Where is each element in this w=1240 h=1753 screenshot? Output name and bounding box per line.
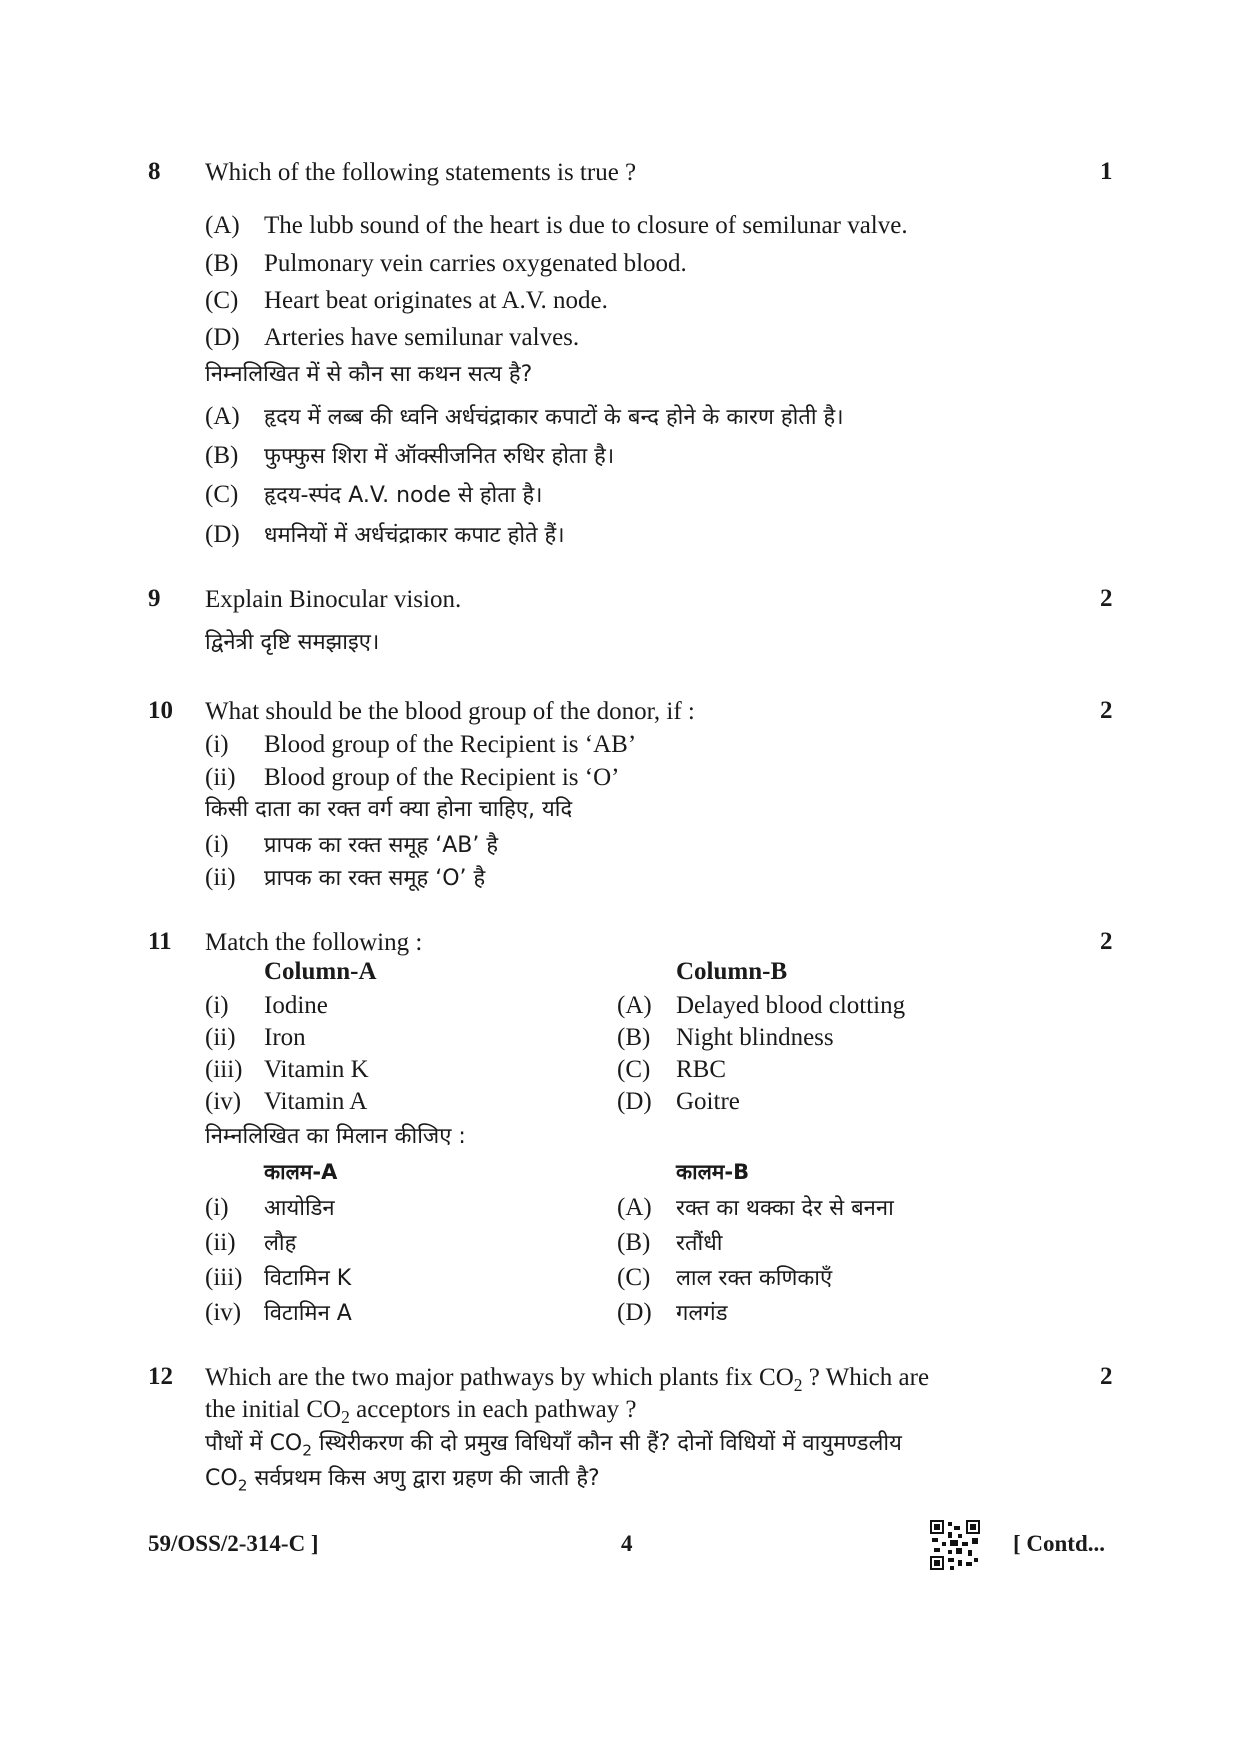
question-text-hi: निम्नलिखित में से कौन सा कथन सत्य है? <box>205 362 533 387</box>
question-text-hi: किसी दाता का रक्त वर्ग क्या होना चाहिए, यदि <box>205 797 573 822</box>
question-text-en: What should be the blood group of the donor, if : <box>205 698 695 725</box>
match-row-b: (B) रतौंधी <box>617 1229 723 1256</box>
question-text-en-line2: the initial $CO_2$ acceptors in each pathway ? <box>205 1396 637 1427</box>
question-marks: 2 <box>1100 697 1113 724</box>
option-en: (ii) Blood group of the Recipient is ‘O’ <box>205 764 620 791</box>
match-row-a: (iv) विटामिन A <box>205 1299 352 1326</box>
match-row-b: (B) Night blindness <box>617 1024 834 1051</box>
question-text-en: Which of the following statements is true ? <box>205 159 637 186</box>
question-text-en-line1: Which are the two major pathways by which plants fix $CO_2$ ? Which are <box>205 1364 930 1395</box>
paper-code: 59/OSS/2-314-C ] <box>148 1531 319 1556</box>
question-marks: 2 <box>1100 585 1113 612</box>
match-row-b: (A) रक्त का थक्का देर से बनना <box>617 1194 894 1221</box>
match-row-b: (A) Delayed blood clotting <box>617 992 906 1019</box>
option-hi: (D) धमनियों में अर्धचंद्राकार कपाट होते हैं। <box>205 521 565 548</box>
question-marks: 2 <box>1100 928 1113 955</box>
option-hi: (ii) प्रापक का रक्त समूह ‘O’ है <box>205 864 486 891</box>
question-text-hi-line1: पौधों में $CO_2$ स्थिरीकरण की दो प्रमुख विधियाँ कौन सी हैं? दोनों विधियों में वायुमण्डलीय <box>205 1431 902 1460</box>
question-marks: 1 <box>1100 158 1113 185</box>
question-number: 8 <box>148 158 161 185</box>
option-hi: (A) हृदय में लब्ब की ध्वनि अर्धचंद्राकार कपाटों के बन्द होने के कारण होती है। <box>205 403 844 430</box>
question-number: 11 <box>148 928 172 955</box>
qr-code-icon <box>930 1520 980 1570</box>
option-hi: (C) हृदय-स्पंद A.V. node से होता है। <box>205 481 543 508</box>
continued-label: [ Contd... <box>1013 1531 1106 1556</box>
option-hi: (B) फुफ्फुस शिरा में ऑक्सीजनित रुधिर होता है। <box>205 442 615 469</box>
question-number: 9 <box>148 585 161 612</box>
option-en: (i) Blood group of the Recipient is ‘AB’ <box>205 731 637 758</box>
question-text-en: Match the following : <box>205 929 423 956</box>
question-number: 10 <box>148 697 173 724</box>
match-row-b: (C) लाल रक्त कणिकाएँ <box>617 1264 833 1291</box>
option-en: (A) The lubb sound of the heart is due to closure of semilunar valve. <box>205 212 908 239</box>
column-b-heading: Column-B <box>676 958 788 985</box>
question-text-en: Explain Binocular vision. <box>205 586 462 613</box>
question-text-hi-line2: $CO_2$ सर्वप्रथम किस अणु द्वारा ग्रहण की जाती है? <box>205 1466 600 1495</box>
column-a-heading-hi: कालम-A <box>264 1160 338 1184</box>
match-row-a: (i) Iodine <box>205 992 328 1019</box>
match-row-a: (i) आयोडिन <box>205 1194 335 1221</box>
match-row-a: (iv) Vitamin A <box>205 1088 368 1115</box>
option-en: (C) Heart beat originates at A.V. node. <box>205 287 608 314</box>
match-row-b: (D) गलगंड <box>617 1299 728 1326</box>
match-row-b: (C) RBC <box>617 1056 727 1083</box>
match-row-a: (ii) लौह <box>205 1229 297 1256</box>
page-number: 4 <box>621 1531 633 1556</box>
question-marks: 2 <box>1100 1363 1113 1390</box>
option-en: (B) Pulmonary vein carries oxygenated blood. <box>205 250 687 277</box>
question-text-hi: निम्नलिखित का मिलान कीजिए : <box>205 1124 466 1149</box>
match-row-b: (D) Goitre <box>617 1088 740 1115</box>
column-a-heading: Column-A <box>264 958 377 985</box>
match-row-a: (iii) विटामिन K <box>205 1264 352 1291</box>
match-row-a: (ii) Iron <box>205 1024 306 1051</box>
column-b-heading-hi: कालम-B <box>676 1160 750 1184</box>
match-row-a: (iii) Vitamin K <box>205 1056 369 1083</box>
question-number: 12 <box>148 1363 173 1390</box>
option-hi: (i) प्रापक का रक्त समूह ‘AB’ है <box>205 831 499 858</box>
question-text-hi: द्विनेत्री दृष्टि समझाइए। <box>205 630 380 655</box>
option-en: (D) Arteries have semilunar valves. <box>205 324 580 351</box>
